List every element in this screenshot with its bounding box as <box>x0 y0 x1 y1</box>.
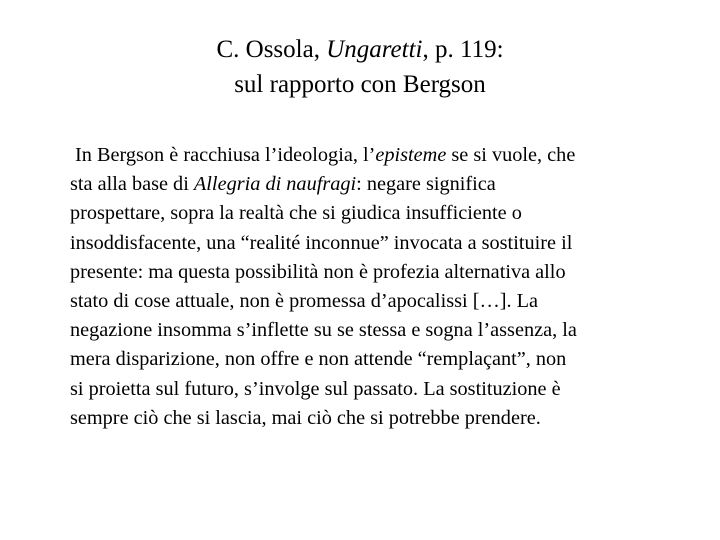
quote-text: presente: ma questa possibilità non è profezia alternativa allo <box>70 260 566 283</box>
title-work: Ungaretti <box>326 36 423 63</box>
quote-paragraph <box>70 141 682 433</box>
quote-text: stato di cose attuale, non è promessa d’apocalissi […]. La <box>70 290 539 313</box>
title-author: C. Ossola, <box>216 36 327 63</box>
quote-text: : negare significa <box>356 173 496 196</box>
quote-text: prospettare, sopra la realtà che si giudica insufficiente o <box>70 202 522 225</box>
quote-line <box>70 141 682 170</box>
quote-text: se si vuole, che <box>446 144 576 166</box>
quote-line <box>70 375 682 404</box>
quote-line <box>70 287 682 316</box>
quote-text: sta alla base di <box>70 173 194 196</box>
quote-text: negazione insomma s’inflette su se stessa e sogna l’assenza, la <box>70 319 577 342</box>
title-page: , p. 119: <box>422 36 504 63</box>
quote-text: si proietta sul futuro, s’involge sul passato. La sostituzione è <box>70 377 561 400</box>
slide-title <box>60 32 660 102</box>
quote-text: mera disparizione, non offre e non attende “remplaçant”, non <box>70 348 567 371</box>
quote-line <box>70 258 682 287</box>
quote-line <box>70 345 682 374</box>
quote-line <box>70 199 682 228</box>
title-line-2: sul rapporto con Bergson <box>234 71 486 98</box>
quote-line <box>70 229 682 258</box>
quote-text: sempre ciò che si lascia, mai ciò che si potrebbe prendere. <box>70 406 541 429</box>
quote-text: In Bergson è racchiusa l’ideologia, l’ <box>75 144 376 166</box>
quote-italic-text: Allegria di naufragi <box>193 173 357 196</box>
quote-line <box>70 170 682 199</box>
quote-line <box>70 316 682 345</box>
quote-line <box>70 404 682 433</box>
quote-italic-text: episteme <box>375 144 447 166</box>
quote-text: insoddisfacente, una “realité inconnue” invocata a sostituire il <box>70 231 573 254</box>
title-line-1 <box>60 32 660 67</box>
